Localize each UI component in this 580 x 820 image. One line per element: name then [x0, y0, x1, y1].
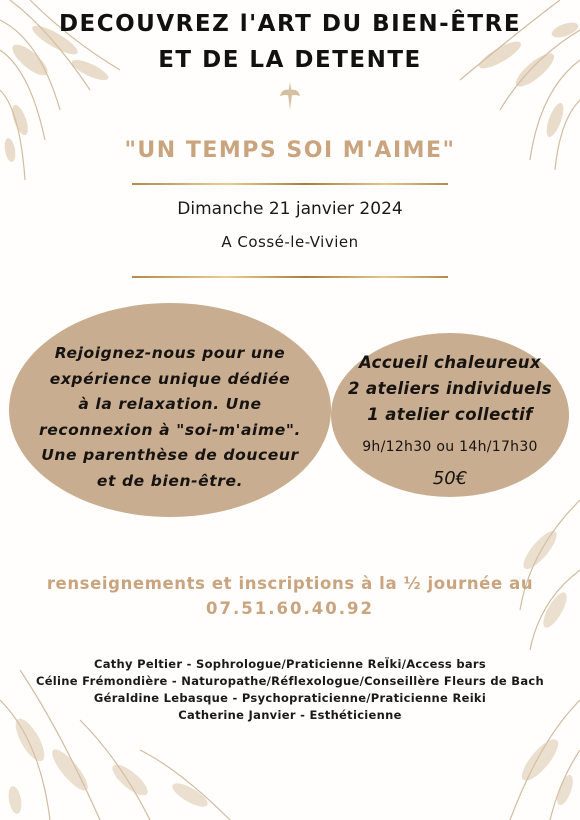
- registration-info: [0, 571, 580, 621]
- program-item: 2 ateliers individuels: [348, 379, 552, 398]
- practitioner-line: Cathy Peltier - Sophrologue/Praticienne ReÏki/Access bars: [93, 657, 487, 671]
- title-line-1: DECOUVREZ l'ART DU BIEN-ÊTRE: [58, 11, 522, 37]
- event-place: A Cossé-le-Vivien: [221, 233, 359, 251]
- description-line: et de bien-être.: [96, 471, 244, 490]
- program-hours: 9h/12h30 ou 14h/17h30: [362, 439, 538, 455]
- practitioner-line: Géraldine Lebasque - Psychopraticienne/Praticienne Reiki: [93, 691, 487, 705]
- pampas-grass-bottom-right: [470, 490, 580, 820]
- description-line: à la relaxation. Une: [78, 395, 262, 413]
- description-text: [9, 341, 331, 494]
- description-line: Rejoignez-nous pour une: [54, 344, 286, 362]
- title-line-2: ET DE LA DETENTE: [158, 47, 422, 73]
- program-price: 50€: [432, 468, 468, 489]
- practitioner-line: Céline Frémondière - Naturopathe/Réflexologue/Conseillère Fleurs de Bach: [35, 674, 545, 688]
- event-date: Dimanche 21 janvier 2024: [177, 199, 403, 219]
- leaf-ornament-icon: [278, 80, 302, 112]
- program-item: Accueil chaleureux: [359, 353, 541, 372]
- practitioner-line: Catherine Janvier - Esthéticienne: [178, 708, 402, 722]
- description-line: expérience unique dédiée: [49, 369, 291, 388]
- gold-divider-top: [132, 183, 448, 185]
- practitioners-list: [0, 656, 580, 724]
- description-line: Une parenthèse de douceur: [41, 446, 299, 464]
- registration-text: renseignements et inscriptions à la ½ journée au: [46, 574, 534, 593]
- phone-number: 07.51.60.40.92: [206, 599, 374, 618]
- program-list: [331, 350, 569, 428]
- gold-divider-bottom: [132, 276, 448, 278]
- description-line: reconnexion à "soi-m'aime".: [38, 420, 301, 439]
- event-subtitle: "UN TEMPS SOI M'AIME": [124, 138, 456, 163]
- program-item: 1 atelier collectif: [367, 405, 533, 424]
